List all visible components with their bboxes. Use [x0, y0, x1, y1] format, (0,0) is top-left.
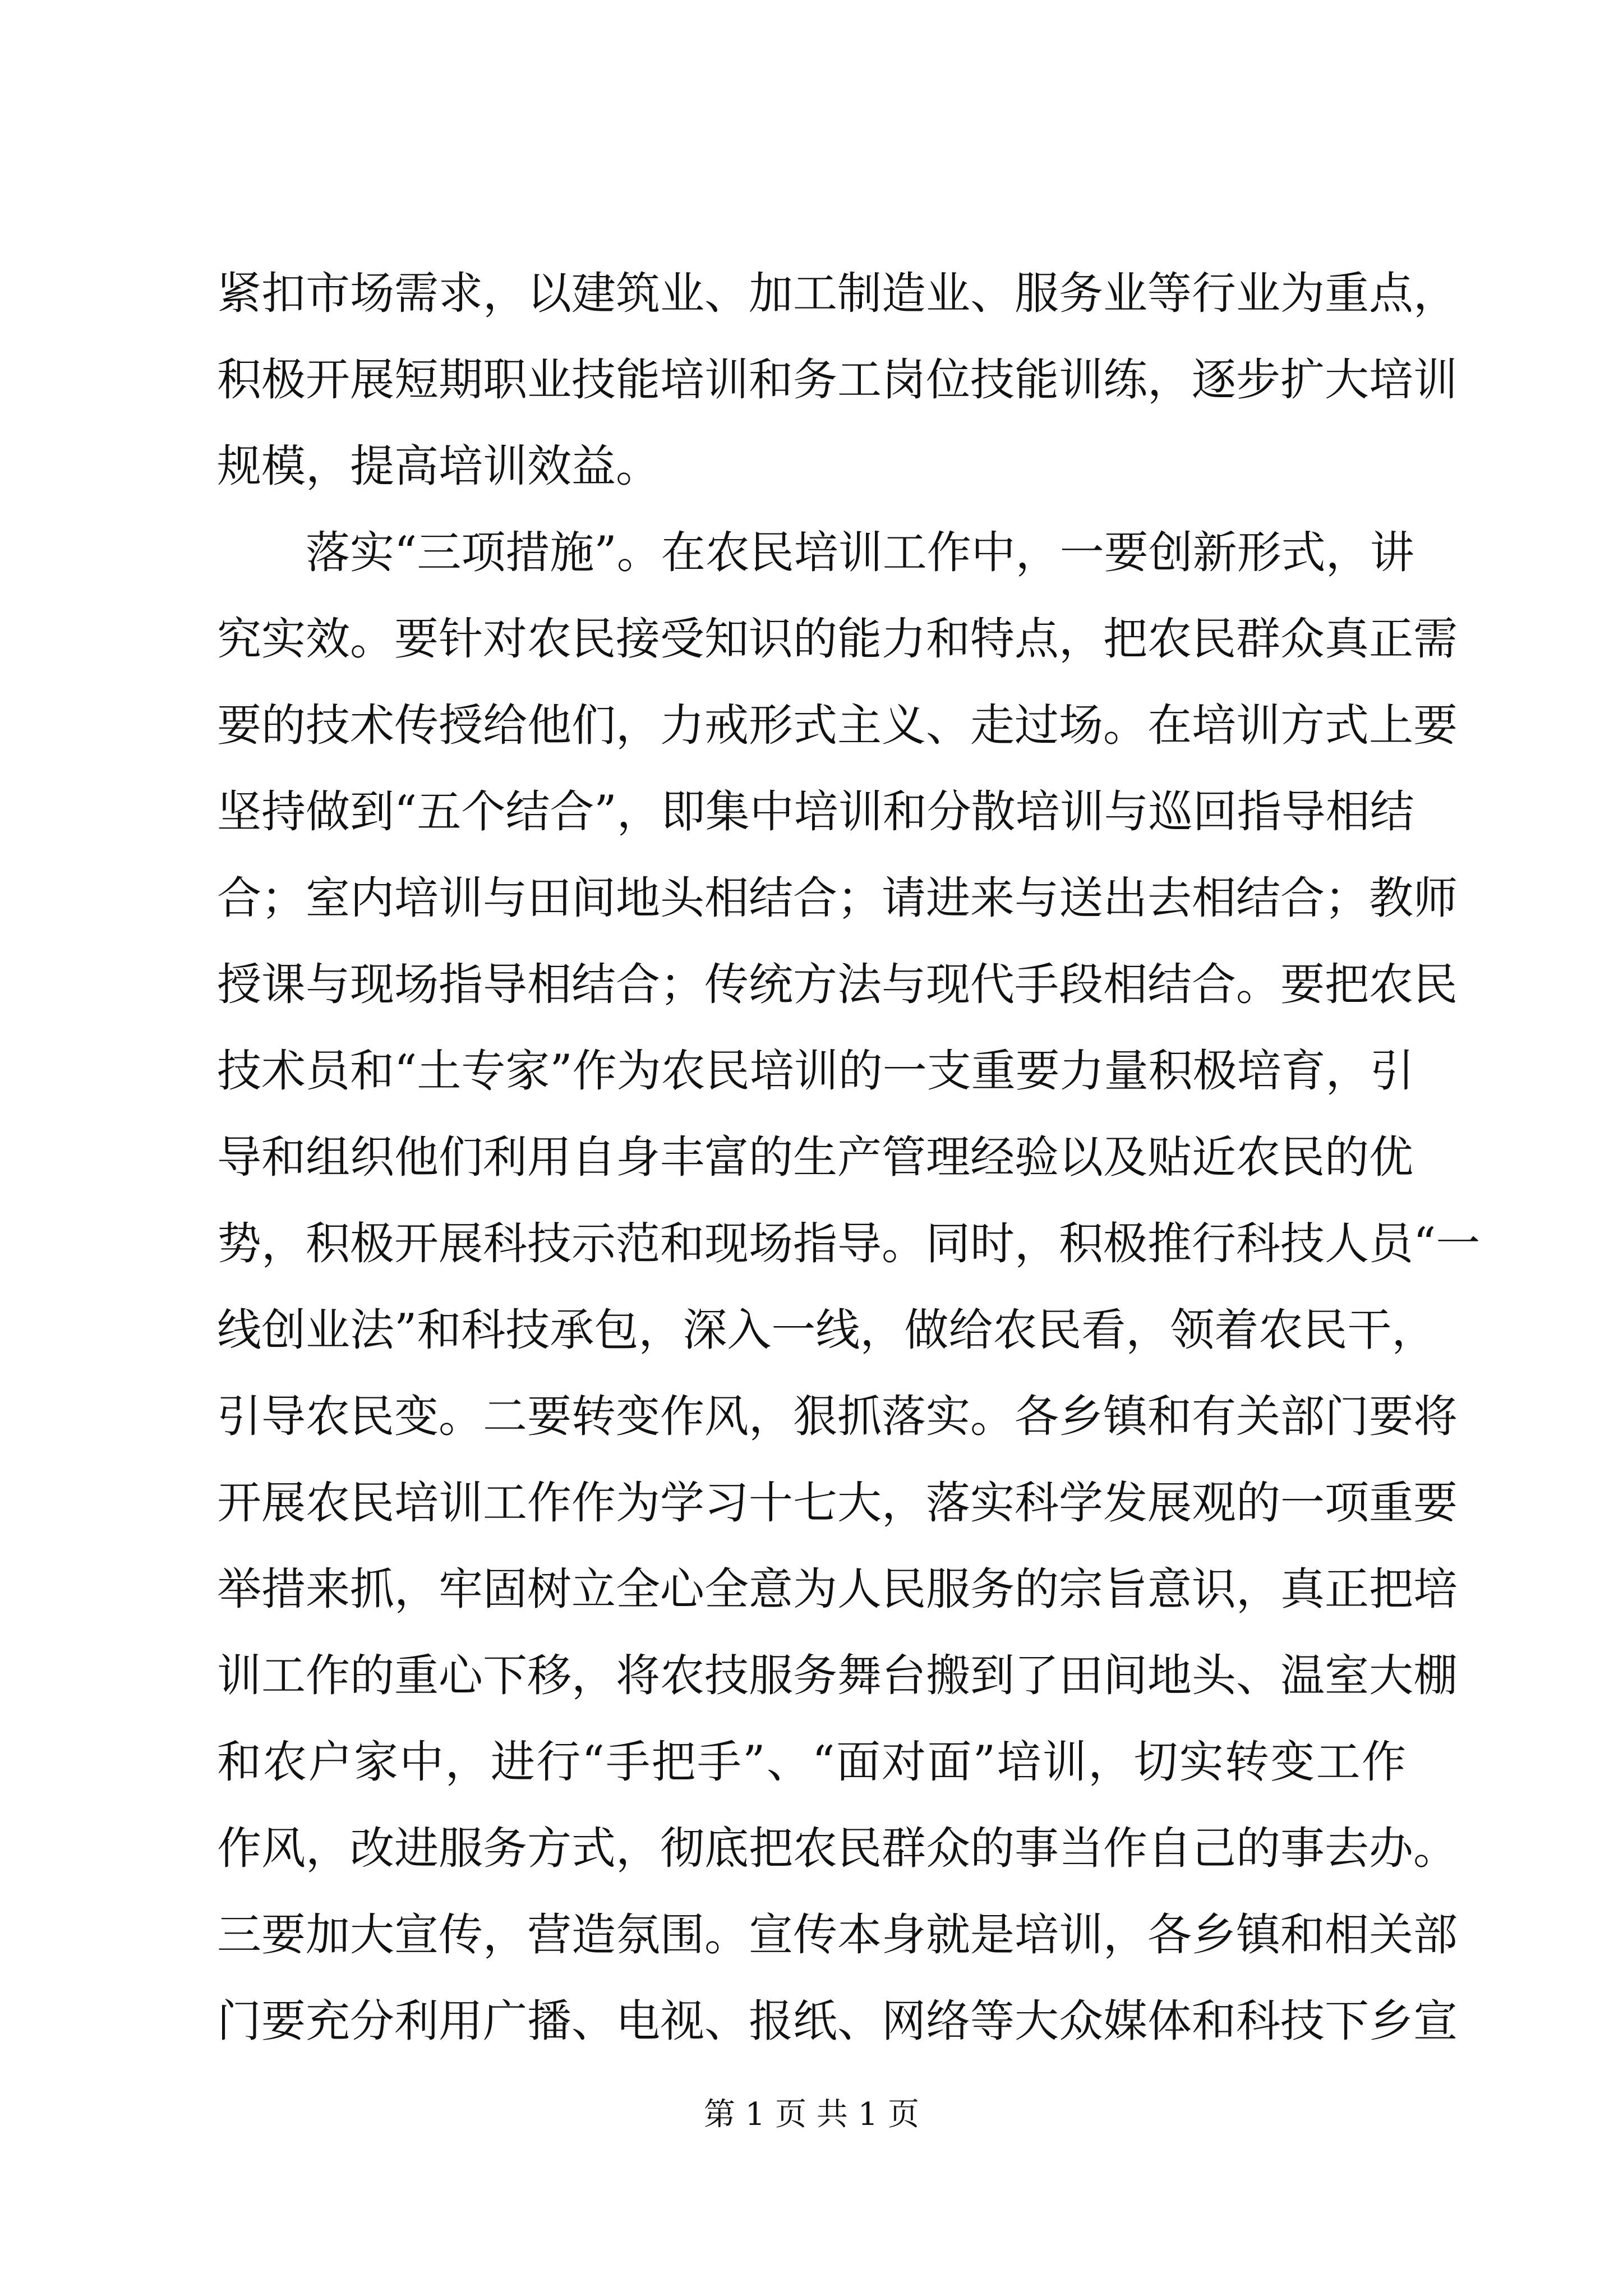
- paragraph-2-line-6: 授课与现场指导相结合；传统方法与现代手段相结合。要把农民: [217, 959, 1458, 1010]
- paragraph-2-line-1: 落实“三项措施”。在农民培训工作中，一要创新形式，讲: [306, 527, 1414, 578]
- paragraph-2-line-3: 要的技术传授给他们，力戒形式主义、走过场。在培训方式上要: [217, 700, 1458, 751]
- paragraph-1-line-2: 积极开展短期职业技能培训和务工岗位技能训练，逐步扩大培训: [217, 354, 1458, 406]
- paragraph-2-line-7: 技术员和“土专家”作为农民培训的一支重要力量积极培育，引: [217, 1045, 1414, 1097]
- paragraph-2-line-8: 导和组织他们利用自身丰富的生产管理经验以及贴近农民的优: [217, 1131, 1413, 1183]
- paragraph-2-line-11: 引导农民变。二要转变作风，狠抓落实。各乡镇和有关部门要将: [217, 1391, 1458, 1442]
- paragraph-2-line-13: 举措来抓，牢固树立全心全意为人民服务的宗旨意识，真正把培: [217, 1563, 1458, 1615]
- paragraph-2-line-15: 和农户家中，进行“手把手”、“面对面”培训，切实转变工作: [217, 1736, 1406, 1788]
- paragraph-2-line-5: 合；室内培训与田间地头相结合；请进来与送出去相结合；教师: [217, 872, 1458, 924]
- paragraph-2-line-4: 坚持做到“五个结合”，即集中培训和分散培训与巡回指导相结: [217, 786, 1414, 838]
- paragraph-2-line-10: 线创业法”和科技承包，深入一线，做给农民看，领着农民干，: [217, 1304, 1436, 1356]
- paragraph-2-line-2: 究实效。要针对农民接受知识的能力和特点，把农民群众真正需: [217, 613, 1458, 665]
- paragraph-1-line-1: 紧扣市场需求，以建筑业、加工制造业、服务业等行业为重点，: [217, 268, 1458, 319]
- paragraph-2-line-14: 训工作的重心下移，将农技服务舞台搬到了田间地头、温室大棚: [217, 1650, 1458, 1701]
- paragraph-2-line-12: 开展农民培训工作作为学习十七大，落实科学发展观的一项重要: [217, 1477, 1458, 1529]
- paragraph-2-line-18: 门要充分利用广播、电视、报纸、网络等大众媒体和科技下乡宣: [217, 1995, 1458, 2047]
- paragraph-2-line-16: 作风，改进服务方式，彻底把农民群众的事当作自己的事去办。: [217, 1823, 1458, 1874]
- paragraph-2-line-9: 势，积极开展科技示范和现场指导。同时，积极推行科技人员“一: [217, 1218, 1481, 1269]
- paragraph-1-line-3: 规模，提高培训效益。: [217, 440, 660, 492]
- paragraph-2-line-17: 三要加大宣传，营造氛围。宣传本身就是培训，各乡镇和相关部: [217, 1909, 1458, 1961]
- page-number-label: 第 1 页 共 1 页: [703, 2096, 920, 2133]
- page-footer: [0, 2092, 1623, 2137]
